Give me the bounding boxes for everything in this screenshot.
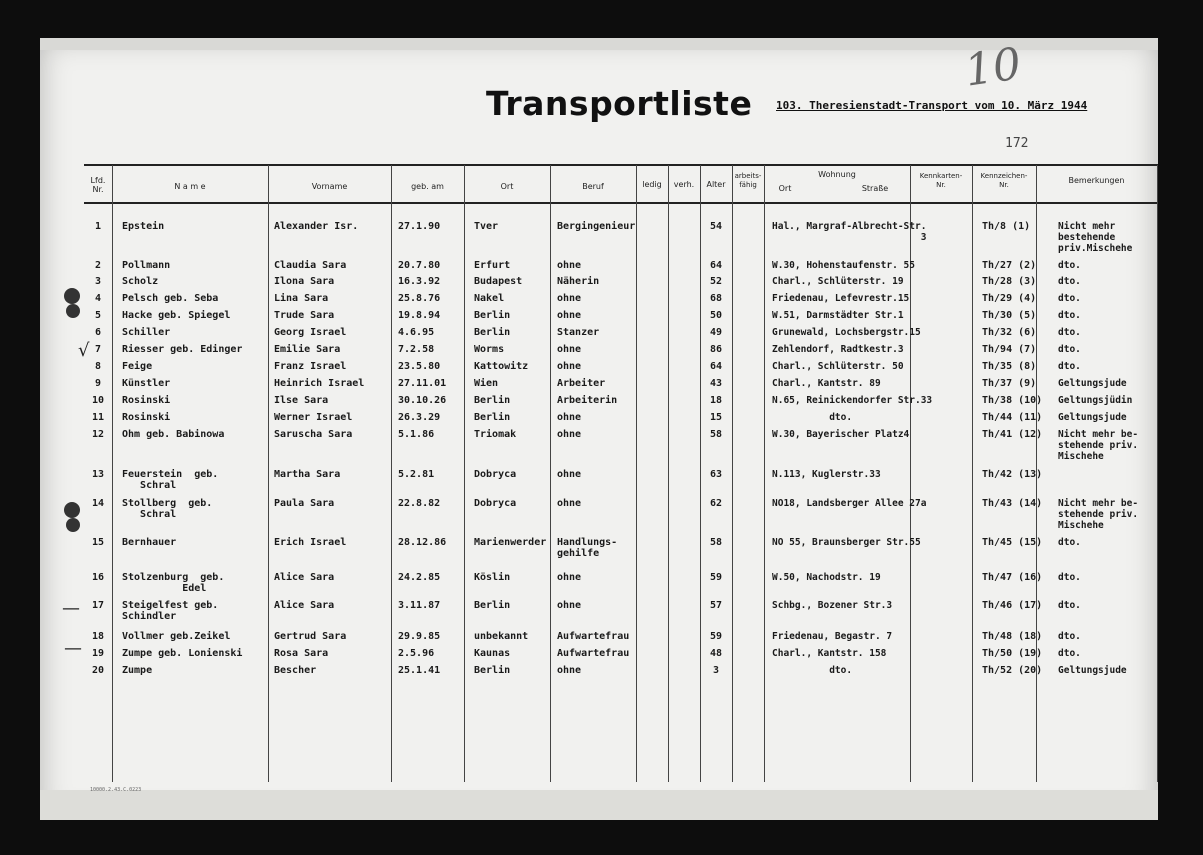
row-18-name-cell: Vollmer geb.Zeikel — [122, 631, 231, 642]
row-15-kennz-cell: Th/45 (15) — [982, 537, 1043, 548]
row-6-bem-cell: dto. — [1058, 327, 1081, 338]
row-13-geb-cell: 5.2.81 — [398, 469, 435, 480]
row-20-geb-cell: 25.1.41 — [398, 665, 441, 676]
row-6-vorname-cell: Georg Israel — [274, 327, 347, 338]
row-17-geb-cell: 3.11.87 — [398, 600, 441, 611]
row-19-beruf-cell: Aufwartefrau — [557, 648, 630, 659]
row-3-kennz-cell: Th/28 (3) — [982, 276, 1037, 287]
row-5-name-cell: Hacke geb. Spiegel — [122, 310, 231, 321]
row-9-name-cell: Künstler — [122, 378, 171, 389]
column-divider — [268, 165, 269, 782]
row-14-geb-cell: 22.8.82 — [398, 498, 441, 509]
row-1-ort-cell: Tver — [474, 221, 499, 232]
row-9-vorname-cell: Heinrich Israel — [274, 378, 365, 389]
row-2-kennz-cell: Th/27 (2) — [982, 260, 1037, 271]
row-13-vorname-cell: Martha Sara — [274, 469, 341, 480]
row-4-geb-cell: 25.8.76 — [398, 293, 441, 304]
row-7-ort-cell: Worms — [474, 344, 505, 355]
row-11-geb-cell: 26.3.29 — [398, 412, 441, 423]
row-4-name-cell: Pelsch geb. Seba — [122, 293, 219, 304]
row-19-vorname-cell: Rosa Sara — [274, 648, 329, 659]
row-18-kennz-cell: Th/48 (18) — [982, 631, 1043, 642]
row-18-beruf-cell: Aufwartefrau — [557, 631, 630, 642]
row-7-alter-cell: 86 — [709, 344, 723, 355]
column-divider — [668, 165, 669, 782]
row-7-kennz-cell: Th/94 (7) — [982, 344, 1037, 355]
row-16-vorname-cell: Alice Sara — [274, 572, 335, 583]
row-12-nr-cell: 12 — [91, 429, 105, 440]
row-14-bem-cell: Nicht mehr be- stehende priv. Mischehe — [1058, 498, 1139, 531]
row-12-vorname-cell: Saruscha Sara — [274, 429, 353, 440]
row-12-name-cell: Ohm geb. Babinowa — [122, 429, 225, 440]
row-19-geb-cell: 2.5.96 — [398, 648, 435, 659]
row-19-nr-cell: 19 — [91, 648, 105, 659]
row-16-beruf-cell: ohne — [557, 572, 582, 583]
row-10-name-cell: Rosinski — [122, 395, 171, 406]
header-alter: Alter — [706, 180, 726, 189]
row-4-ort-cell: Nakel — [474, 293, 505, 304]
row-13-alter-cell: 63 — [709, 469, 723, 480]
handwritten-dash-icon: — — [62, 598, 80, 619]
header-geb-am: geb. am — [411, 182, 444, 191]
row-5-ort-cell: Berlin — [474, 310, 511, 321]
row-16-wohnung-cell: W.50, Nachodstr. 19 — [772, 572, 881, 583]
header-kennkarten: Kennkarten- Nr. — [919, 172, 963, 189]
row-14-alter-cell: 62 — [709, 498, 723, 509]
ink-blot-mark — [64, 502, 80, 518]
header-kennzeichen: Kennzeichen- Nr. — [980, 172, 1028, 189]
row-19-bem-cell: dto. — [1058, 648, 1081, 659]
row-9-bem-cell: Geltungsjude — [1058, 378, 1127, 389]
row-3-wohnung-cell: Charl., Schlüterstr. 19 — [772, 276, 904, 287]
row-20-nr-cell: 20 — [91, 665, 105, 676]
header-verh: verh. — [673, 180, 695, 189]
row-17-kennz-cell: Th/46 (17) — [982, 600, 1043, 611]
row-9-geb-cell: 27.11.01 — [398, 378, 447, 389]
row-3-bem-cell: dto. — [1058, 276, 1081, 287]
row-11-nr-cell: 11 — [91, 412, 105, 423]
header-arbeitsfaehig: arbeits- fähig — [734, 172, 762, 189]
row-11-vorname-cell: Werner Israel — [274, 412, 353, 423]
row-3-name-cell: Scholz — [122, 276, 159, 287]
row-19-wohnung-cell: Charl., Kantstr. 158 — [772, 648, 887, 659]
row-12-alter-cell: 58 — [709, 429, 723, 440]
row-16-ort-cell: Köslin — [474, 572, 511, 583]
row-19-ort-cell: Kaunas — [474, 648, 511, 659]
row-11-alter-cell: 15 — [709, 412, 723, 423]
row-1-name-cell: Epstein — [122, 221, 165, 232]
row-1-bem-cell: Nicht mehr bestehende priv.Mischehe — [1058, 221, 1133, 254]
row-18-alter-cell: 59 — [709, 631, 723, 642]
row-15-name-cell: Bernhauer — [122, 537, 177, 548]
column-divider — [910, 165, 911, 782]
row-19-alter-cell: 48 — [709, 648, 723, 659]
row-11-bem-cell: Geltungsjude — [1058, 412, 1127, 423]
row-2-beruf-cell: ohne — [557, 260, 582, 271]
row-1-nr-cell: 1 — [94, 221, 102, 232]
row-12-kennz-cell: Th/41 (12) — [982, 429, 1043, 440]
row-8-wohnung-cell: Charl., Schlüterstr. 50 — [772, 361, 904, 372]
row-13-beruf-cell: ohne — [557, 469, 582, 480]
row-13-name-cell: Feuerstein geb. Schral — [122, 469, 219, 491]
document-title: Transportliste — [486, 84, 753, 123]
row-2-nr-cell: 2 — [94, 260, 102, 271]
row-1-vorname-cell: Alexander Isr. — [274, 221, 359, 232]
row-10-ort-cell: Berlin — [474, 395, 511, 406]
row-20-wohnung-cell: dto. — [772, 665, 853, 676]
row-12-wohnung-cell: W.30, Bayerischer Platz4 — [772, 429, 910, 440]
header-wohnung-strasse: Straße — [861, 184, 889, 193]
row-6-kennz-cell: Th/32 (6) — [982, 327, 1037, 338]
row-6-nr-cell: 6 — [94, 327, 102, 338]
row-10-kennz-cell: Th/38 (10) — [982, 395, 1043, 406]
ink-blot-mark — [64, 288, 80, 304]
column-divider — [550, 165, 551, 782]
row-14-name-cell: Stollberg geb. Schral — [122, 498, 213, 520]
row-3-alter-cell: 52 — [709, 276, 723, 287]
row-5-vorname-cell: Trude Sara — [274, 310, 335, 321]
row-17-vorname-cell: Alice Sara — [274, 600, 335, 611]
row-1-geb-cell: 27.1.90 — [398, 221, 441, 232]
row-15-bem-cell: dto. — [1058, 537, 1081, 548]
row-20-kennz-cell: Th/52 (20) — [982, 665, 1043, 676]
row-9-alter-cell: 43 — [709, 378, 723, 389]
row-3-geb-cell: 16.3.92 — [398, 276, 441, 287]
row-10-vorname-cell: Ilse Sara — [274, 395, 329, 406]
row-18-wohnung-cell: Friedenau, Begastr. 7 — [772, 631, 893, 642]
column-divider — [112, 165, 113, 782]
row-4-wohnung-cell: Friedenau, Lefevrestr.15 — [772, 293, 910, 304]
row-4-nr-cell: 4 — [94, 293, 102, 304]
header-beruf: Beruf — [582, 182, 604, 191]
sheet-number: 172 — [1005, 136, 1029, 151]
row-12-ort-cell: Triomak — [474, 429, 517, 440]
row-10-nr-cell: 10 — [91, 395, 105, 406]
row-8-vorname-cell: Franz Israel — [274, 361, 347, 372]
row-2-name-cell: Pollmann — [122, 260, 171, 271]
row-12-bem-cell: Nicht mehr be- stehende priv. Mischehe — [1058, 429, 1139, 462]
row-11-name-cell: Rosinski — [122, 412, 171, 423]
row-1-beruf-cell: Bergingenieur — [557, 221, 636, 232]
row-8-nr-cell: 8 — [94, 361, 102, 372]
header-wohnung: Wohnung — [818, 170, 856, 179]
row-14-vorname-cell: Paula Sara — [274, 498, 335, 509]
row-6-geb-cell: 4.6.95 — [398, 327, 435, 338]
paper-bottom-edge — [40, 790, 1158, 820]
row-19-name-cell: Zumpe geb. Lonienski — [122, 648, 243, 659]
row-5-geb-cell: 19.8.94 — [398, 310, 441, 321]
row-2-bem-cell: dto. — [1058, 260, 1081, 271]
row-15-beruf-cell: Handlungs- gehilfe — [557, 537, 618, 559]
column-divider — [391, 165, 392, 782]
header-name: N a m e — [174, 182, 206, 191]
row-14-beruf-cell: ohne — [557, 498, 582, 509]
row-19-kennz-cell: Th/50 (19) — [982, 648, 1043, 659]
row-14-ort-cell: Dobryca — [474, 498, 517, 509]
row-16-kennz-cell: Th/47 (16) — [982, 572, 1043, 583]
header-lfd-nr: Lfd. Nr. — [90, 176, 106, 194]
row-15-vorname-cell: Erich Israel — [274, 537, 347, 548]
row-7-beruf-cell: ohne — [557, 344, 582, 355]
row-11-ort-cell: Berlin — [474, 412, 511, 423]
row-17-nr-cell: 17 — [91, 600, 105, 611]
row-20-ort-cell: Berlin — [474, 665, 511, 676]
row-15-ort-cell: Marienwerder — [474, 537, 547, 548]
row-10-bem-cell: Geltungsjüdin — [1058, 395, 1133, 406]
row-10-alter-cell: 18 — [709, 395, 723, 406]
row-11-kennz-cell: Th/44 (11) — [982, 412, 1043, 423]
row-4-vorname-cell: Lina Sara — [274, 293, 329, 304]
row-20-alter-cell: 3 — [712, 665, 720, 676]
row-17-bem-cell: dto. — [1058, 600, 1081, 611]
row-3-ort-cell: Budapest — [474, 276, 523, 287]
row-9-kennz-cell: Th/37 (9) — [982, 378, 1037, 389]
column-divider — [464, 165, 465, 782]
row-2-ort-cell: Erfurt — [474, 260, 511, 271]
column-divider — [764, 165, 765, 782]
row-7-vorname-cell: Emilie Sara — [274, 344, 341, 355]
row-13-ort-cell: Dobryca — [474, 469, 517, 480]
handwritten-dash-icon: — — [64, 638, 82, 659]
row-17-wohnung-cell: Schbg., Bozener Str.3 — [772, 600, 893, 611]
row-18-vorname-cell: Gertrud Sara — [274, 631, 347, 642]
row-18-nr-cell: 18 — [91, 631, 105, 642]
row-15-nr-cell: 15 — [91, 537, 105, 548]
row-8-kennz-cell: Th/35 (8) — [982, 361, 1037, 372]
handwritten-sheet-number: 10 — [961, 38, 1025, 97]
row-3-vorname-cell: Ilona Sara — [274, 276, 335, 287]
row-7-geb-cell: 7.2.58 — [398, 344, 435, 355]
row-9-beruf-cell: Arbeiter — [557, 378, 606, 389]
row-20-bem-cell: Geltungsjude — [1058, 665, 1127, 676]
header-bottom-line — [84, 202, 1158, 204]
row-6-ort-cell: Berlin — [474, 327, 511, 338]
header-wohnung-ort: Ort — [778, 184, 792, 193]
row-7-bem-cell: dto. — [1058, 344, 1081, 355]
row-15-geb-cell: 28.12.86 — [398, 537, 447, 548]
row-2-wohnung-cell: W.30, Hohenstaufenstr. 55 — [772, 260, 915, 271]
row-3-beruf-cell: Näherin — [557, 276, 600, 287]
row-2-alter-cell: 64 — [709, 260, 723, 271]
row-16-geb-cell: 24.2.85 — [398, 572, 441, 583]
row-16-name-cell: Stolzenburg geb. Edel — [122, 572, 225, 594]
row-9-nr-cell: 9 — [94, 378, 102, 389]
header-vorname: Vorname — [311, 182, 348, 191]
row-18-bem-cell: dto. — [1058, 631, 1081, 642]
row-15-alter-cell: 58 — [709, 537, 723, 548]
row-11-beruf-cell: ohne — [557, 412, 582, 423]
row-5-bem-cell: dto. — [1058, 310, 1081, 321]
column-divider — [1157, 165, 1158, 782]
row-6-alter-cell: 49 — [709, 327, 723, 338]
row-7-name-cell: Riesser geb. Edinger — [122, 344, 243, 355]
column-divider — [636, 165, 637, 782]
row-13-wohnung-cell: N.113, Kuglerstr.33 — [772, 469, 881, 480]
row-18-ort-cell: unbekannt — [474, 631, 529, 642]
row-9-wohnung-cell: Charl., Kantstr. 89 — [772, 378, 881, 389]
row-9-ort-cell: Wien — [474, 378, 499, 389]
transport-subtitle: 103. Theresienstadt-Transport vom 10. März 1944 — [776, 99, 1088, 112]
row-12-beruf-cell: ohne — [557, 429, 582, 440]
row-3-nr-cell: 3 — [94, 276, 102, 287]
row-2-geb-cell: 20.7.80 — [398, 260, 441, 271]
row-1-kennz-cell: Th/8 (1) — [982, 221, 1031, 232]
row-18-geb-cell: 29.9.85 — [398, 631, 441, 642]
row-11-wohnung-cell: dto. — [772, 412, 853, 423]
row-4-beruf-cell: ohne — [557, 293, 582, 304]
row-14-nr-cell: 14 — [91, 498, 105, 509]
row-13-nr-cell: 13 — [91, 469, 105, 480]
row-16-nr-cell: 16 — [91, 572, 105, 583]
row-17-ort-cell: Berlin — [474, 600, 511, 611]
row-17-name-cell: Steigelfest geb. Schindler — [122, 600, 219, 622]
row-5-wohnung-cell: W.51, Darmstädter Str.1 — [772, 310, 904, 321]
footer-code: 10000.2.43.C.0223 — [90, 787, 142, 793]
header-top-line — [84, 164, 1158, 166]
row-16-alter-cell: 59 — [709, 572, 723, 583]
row-6-name-cell: Schiller — [122, 327, 171, 338]
row-1-wohnung-cell: Hal., Margraf-Albrecht-Str. 3 — [772, 221, 927, 243]
row-20-vorname-cell: Bescher — [274, 665, 317, 676]
header-bemerkungen: Bemerkungen — [1068, 176, 1125, 185]
row-14-kennz-cell: Th/43 (14) — [982, 498, 1043, 509]
column-divider — [972, 165, 973, 782]
row-8-beruf-cell: ohne — [557, 361, 582, 372]
row-5-kennz-cell: Th/30 (5) — [982, 310, 1037, 321]
ink-blot-mark — [66, 518, 80, 532]
row-10-beruf-cell: Arbeiterin — [557, 395, 618, 406]
row-5-alter-cell: 50 — [709, 310, 723, 321]
row-8-ort-cell: Kattowitz — [474, 361, 529, 372]
row-8-name-cell: Feige — [122, 361, 153, 372]
header-ort: Ort — [500, 182, 514, 191]
row-7-wohnung-cell: Zehlendorf, Radtkestr.3 — [772, 344, 904, 355]
ink-blot-mark — [66, 304, 80, 318]
row-10-geb-cell: 30.10.26 — [398, 395, 447, 406]
row-1-alter-cell: 54 — [709, 221, 723, 232]
row-6-beruf-cell: Stanzer — [557, 327, 600, 338]
row-4-bem-cell: dto. — [1058, 293, 1081, 304]
row-17-alter-cell: 57 — [709, 600, 723, 611]
row-10-wohnung-cell: N.65, Reinickendorfer Str.33 — [772, 395, 933, 406]
row-8-bem-cell: dto. — [1058, 361, 1081, 372]
row-8-geb-cell: 23.5.80 — [398, 361, 441, 372]
row-7-nr-cell: 7 — [94, 344, 102, 355]
row-8-alter-cell: 64 — [709, 361, 723, 372]
row-4-kennz-cell: Th/29 (4) — [982, 293, 1037, 304]
row-13-kennz-cell: Th/42 (13) — [982, 469, 1043, 480]
row-20-beruf-cell: ohne — [557, 665, 582, 676]
row-15-wohnung-cell: NO 55, Braunsberger Str.55 — [772, 537, 921, 548]
column-divider — [732, 165, 733, 782]
handwritten-check-icon: √ — [78, 340, 90, 361]
row-12-geb-cell: 5.1.86 — [398, 429, 435, 440]
row-2-vorname-cell: Claudia Sara — [274, 260, 347, 271]
row-14-wohnung-cell: NO18, Landsberger Allee 27a — [772, 498, 927, 509]
row-5-beruf-cell: ohne — [557, 310, 582, 321]
row-16-bem-cell: dto. — [1058, 572, 1081, 583]
header-ledig: ledig — [642, 180, 662, 189]
row-6-wohnung-cell: Grunewald, Lochsbergstr.15 — [772, 327, 921, 338]
row-17-beruf-cell: ohne — [557, 600, 582, 611]
row-5-nr-cell: 5 — [94, 310, 102, 321]
row-20-name-cell: Zumpe — [122, 665, 153, 676]
row-4-alter-cell: 68 — [709, 293, 723, 304]
